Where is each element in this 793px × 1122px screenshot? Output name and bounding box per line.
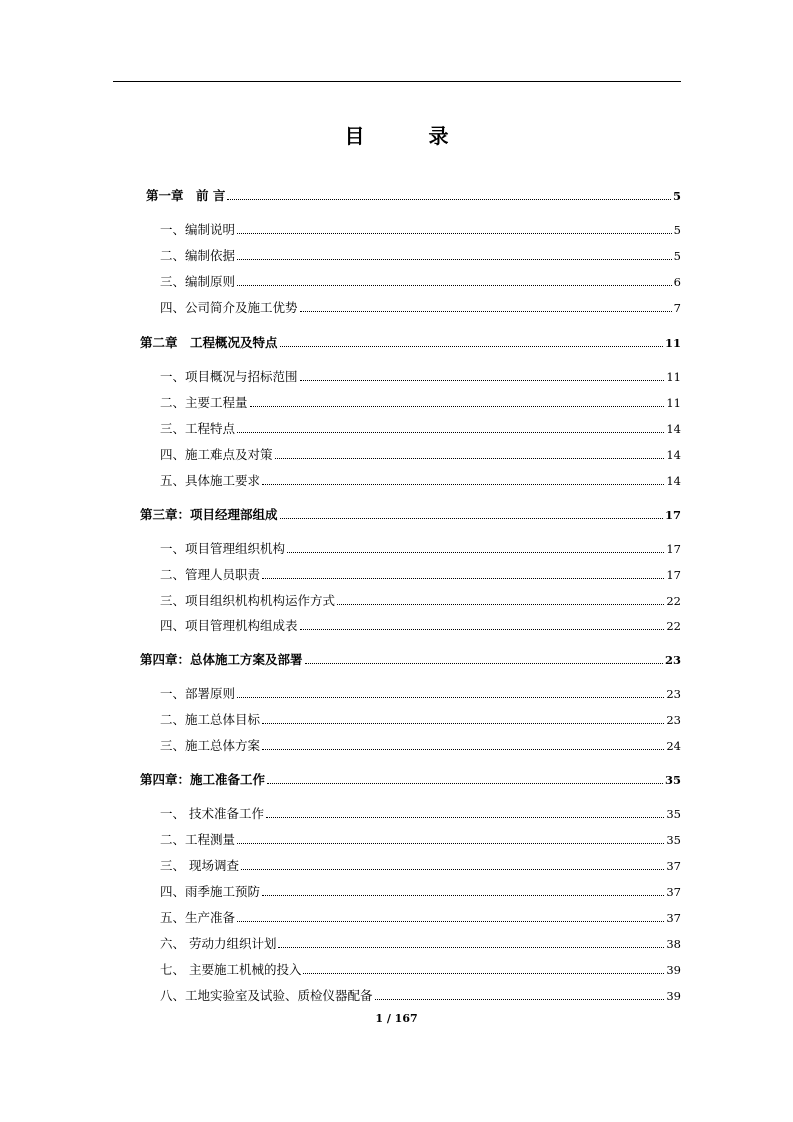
toc-dot-leader xyxy=(262,749,664,750)
toc-entry-label: 二、管理人员职责 xyxy=(160,567,261,582)
toc-section-entry[interactable] xyxy=(160,395,681,411)
toc-section-entry[interactable] xyxy=(160,884,681,900)
toc-entry-page-number: 5 xyxy=(673,249,681,263)
toc-entry-page-number: 23 xyxy=(664,653,681,667)
toc-dot-leader xyxy=(237,843,664,844)
toc-entry-label: 一、编制说明 xyxy=(160,222,236,237)
header-rule xyxy=(113,81,681,82)
toc-section-entry[interactable] xyxy=(160,686,681,702)
toc-entry-label: 一、项目管理组织机构 xyxy=(160,541,286,556)
toc-section-entry[interactable] xyxy=(160,618,681,634)
toc-entry-label: 四、项目管理机构组成表 xyxy=(160,618,298,633)
toc-section-entry[interactable] xyxy=(160,712,681,728)
toc-dot-leader xyxy=(300,311,672,312)
title-second-char: 录 xyxy=(428,124,449,148)
page-title xyxy=(0,120,793,149)
toc-entry-label: 八、工地实验室及试验、质检仪器配备 xyxy=(160,988,373,1003)
toc-dot-leader xyxy=(280,518,663,519)
toc-entry-page-number: 17 xyxy=(666,542,681,556)
toc-chapter-entry[interactable] xyxy=(140,335,681,351)
toc-section-entry[interactable] xyxy=(160,858,681,874)
toc-section-entry[interactable] xyxy=(160,541,681,557)
toc-dot-leader xyxy=(241,869,664,870)
toc-entry-label: 二、主要工程量 xyxy=(160,395,248,410)
toc-dot-leader xyxy=(278,947,664,948)
toc-entry-label: 第三章：项目经理部组成 xyxy=(140,507,278,522)
title-first-char: 目 xyxy=(344,124,365,148)
toc-entry-page-number: 39 xyxy=(666,989,681,1003)
toc-chapter-entry[interactable] xyxy=(140,507,681,523)
toc-entry-label: 一、项目概况与招标范围 xyxy=(160,369,298,384)
toc-dot-leader xyxy=(262,723,664,724)
toc-entry-page-number: 14 xyxy=(666,474,681,488)
toc-entry-label: 三、编制原则 xyxy=(160,274,236,289)
toc-dot-leader xyxy=(250,406,665,407)
toc-entry-page-number: 37 xyxy=(666,885,681,899)
toc-chapter-entry[interactable] xyxy=(140,772,681,788)
toc-dot-leader xyxy=(237,285,672,286)
toc-entry-label: 四、施工难点及对策 xyxy=(160,447,273,462)
toc-entry-label: 三、项目组织机构机构运作方式 xyxy=(160,593,336,608)
toc-section-entry[interactable] xyxy=(160,369,681,385)
toc-dot-leader xyxy=(237,921,664,922)
toc-entry-page-number: 22 xyxy=(666,594,681,608)
toc-entry-page-number: 11 xyxy=(664,336,681,350)
toc-dot-leader xyxy=(303,973,664,974)
toc-entry-label: 三、工程特点 xyxy=(160,421,236,436)
toc-dot-leader xyxy=(227,199,671,200)
page-number-footer: 1 / 167 xyxy=(375,1012,418,1025)
toc-entry-label: 二、工程测量 xyxy=(160,832,236,847)
toc-section-entry[interactable] xyxy=(160,832,681,848)
toc-entry-label: 第二章 工程概况及特点 xyxy=(140,335,278,350)
toc-entry-label: 四、雨季施工预防 xyxy=(160,884,261,899)
toc-entry-label: 六、 劳动力组织计划 xyxy=(160,936,277,951)
toc-section-entry[interactable] xyxy=(160,910,681,926)
toc-entry-page-number: 5 xyxy=(672,189,681,203)
toc-entry-label: 第四章：总体施工方案及部署 xyxy=(140,652,303,667)
toc-entry-page-number: 11 xyxy=(666,396,681,410)
toc-entry-label: 一、部署原则 xyxy=(160,686,236,701)
toc-section-entry[interactable] xyxy=(160,962,681,978)
toc-entry-label: 四、公司简介及施工优势 xyxy=(160,300,298,315)
toc-dot-leader xyxy=(337,604,664,605)
toc-dot-leader xyxy=(266,817,664,818)
toc-entry-page-number: 6 xyxy=(673,275,681,289)
toc-dot-leader xyxy=(375,999,665,1000)
toc-section-entry[interactable] xyxy=(160,936,681,952)
toc-entry-label: 一、 技术准备工作 xyxy=(160,806,264,821)
toc-entry-label: 五、具体施工要求 xyxy=(160,473,261,488)
toc-entry-page-number: 35 xyxy=(666,807,681,821)
toc-entry-page-number: 7 xyxy=(673,301,681,315)
toc-entry-label: 七、 主要施工机械的投入 xyxy=(160,962,302,977)
toc-entry-page-number: 17 xyxy=(664,508,681,522)
toc-entry-page-number: 39 xyxy=(666,963,681,977)
toc-section-entry[interactable] xyxy=(160,593,681,609)
toc-entry-page-number: 14 xyxy=(666,422,681,436)
toc-section-entry[interactable] xyxy=(160,447,681,463)
toc-entry-page-number: 38 xyxy=(666,937,681,951)
toc-entry-page-number: 5 xyxy=(673,223,681,237)
toc-chapter-entry[interactable] xyxy=(146,188,681,204)
toc-section-entry[interactable] xyxy=(160,988,681,1004)
toc-dot-leader xyxy=(262,578,664,579)
toc-section-entry[interactable] xyxy=(160,473,681,489)
toc-entry-page-number: 23 xyxy=(666,687,681,701)
toc-chapter-entry[interactable] xyxy=(140,652,681,668)
toc-dot-leader xyxy=(267,783,663,784)
toc-entry-label: 三、施工总体方案 xyxy=(160,738,261,753)
toc-entry-page-number: 37 xyxy=(666,859,681,873)
toc-entry-label: 第一章 前 言 xyxy=(146,188,226,203)
toc-section-entry[interactable] xyxy=(160,248,681,264)
toc-entry-page-number: 24 xyxy=(666,739,681,753)
toc-dot-leader xyxy=(300,380,665,381)
toc-entry-label: 第四章：施工准备工作 xyxy=(140,772,266,787)
toc-entry-page-number: 11 xyxy=(666,370,681,384)
toc-entry-label: 二、施工总体目标 xyxy=(160,712,261,727)
toc-entry-page-number: 22 xyxy=(666,619,681,633)
toc-section-entry[interactable] xyxy=(160,806,681,822)
toc-section-entry[interactable] xyxy=(160,274,681,290)
toc-section-entry[interactable] xyxy=(160,300,681,316)
toc-dot-leader xyxy=(237,233,672,234)
toc-dot-leader xyxy=(237,259,672,260)
toc-entry-label: 三、 现场调查 xyxy=(160,858,239,873)
toc-dot-leader xyxy=(287,552,664,553)
toc-section-entry[interactable] xyxy=(160,567,681,583)
toc-entry-label: 二、编制依据 xyxy=(160,248,236,263)
toc-dot-leader xyxy=(275,458,665,459)
toc-dot-leader xyxy=(305,663,663,664)
toc-entry-page-number: 17 xyxy=(666,568,681,582)
toc-entry-label: 五、生产准备 xyxy=(160,910,236,925)
toc-entry-page-number: 37 xyxy=(666,911,681,925)
toc-dot-leader xyxy=(262,484,664,485)
toc-dot-leader xyxy=(280,346,663,347)
toc-dot-leader xyxy=(237,432,664,433)
toc-entry-page-number: 35 xyxy=(666,833,681,847)
toc-dot-leader xyxy=(237,697,664,698)
toc-entry-page-number: 23 xyxy=(666,713,681,727)
toc-entry-page-number: 35 xyxy=(664,773,681,787)
toc-dot-leader xyxy=(300,629,665,630)
toc-dot-leader xyxy=(262,895,664,896)
toc-section-entry[interactable] xyxy=(160,738,681,754)
toc-section-entry[interactable] xyxy=(160,421,681,437)
toc-section-entry[interactable] xyxy=(160,222,681,238)
toc-entry-page-number: 14 xyxy=(666,448,681,462)
